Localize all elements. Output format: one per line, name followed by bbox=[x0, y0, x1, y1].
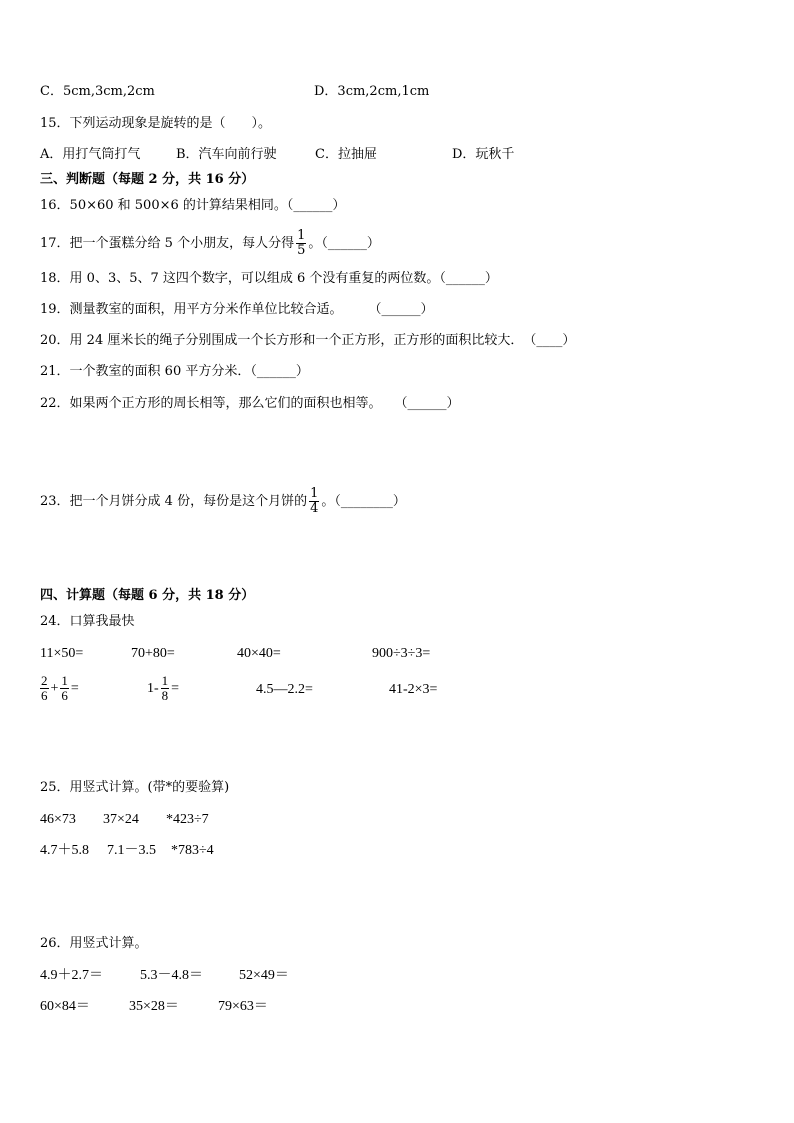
q25-expr-1: 46×73 bbox=[40, 812, 76, 827]
q26-expr-4: 60×84＝ bbox=[40, 999, 90, 1014]
fraction-numerator: 1 bbox=[61, 673, 68, 689]
q17 bbox=[40, 226, 380, 262]
q15-option-d: D．玩秋千 bbox=[452, 147, 515, 162]
plus-sign: + bbox=[50, 681, 59, 696]
minuend: 1- bbox=[147, 681, 159, 696]
q24-expr-2: 70+80= bbox=[131, 646, 175, 661]
fraction-denominator: 8 bbox=[161, 688, 169, 704]
section-4-heading: 四、计算题（每题 6 分，共 18 分） bbox=[40, 588, 255, 603]
q26-expr-3: 52×49＝ bbox=[239, 968, 289, 983]
q23-numerator: 1 bbox=[310, 486, 319, 501]
q24-expr-1: 11×50= bbox=[40, 646, 84, 661]
q15-stem: 15．下列运动现象是旋转的是（ ）。 bbox=[40, 116, 272, 131]
section-3-heading: 三、判断题（每题 2 分，共 16 分） bbox=[40, 172, 255, 187]
q14-option-d: D．3cm,2cm,1cm bbox=[314, 84, 430, 99]
q23-blank: 。（________） bbox=[321, 494, 406, 509]
q26-expr-1: 4.9＋2.7＝ bbox=[40, 968, 103, 983]
q26-expr-5: 35×28＝ bbox=[129, 999, 179, 1014]
q24-title: 24．口算我最快 bbox=[40, 614, 135, 629]
q17-blank: 。（______） bbox=[308, 236, 380, 251]
fraction-denominator: 6 bbox=[61, 688, 68, 704]
q26-expr-2: 5.3－4.8＝ bbox=[140, 968, 203, 983]
q18: 18．用 0、3、5、7 这四个数字，可以组成 6 个没有重复的两位数。（______） bbox=[40, 271, 498, 286]
q16: 16．50×60 和 500×6 的计算结果相同。（______） bbox=[40, 198, 346, 213]
q20: 20．用 24 厘米长的绳子分别围成一个长方形和一个正方形，正方形的面积比较大． （____） bbox=[40, 333, 576, 348]
fraction-denominator: 6 bbox=[41, 688, 48, 704]
q25-expr-4: 4.7＋5.8 bbox=[40, 843, 89, 858]
q23-text: 23．把一个月饼分成 4 份，每份是这个月饼的 bbox=[40, 494, 308, 509]
q25-title: 25．用竖式计算。(带*的要验算) bbox=[40, 780, 230, 795]
q25-expr-5: 7.1－3.5 bbox=[107, 843, 156, 858]
q14-option-c: C．5cm,3cm,2cm bbox=[40, 84, 155, 99]
q23-fraction bbox=[309, 487, 319, 516]
q24-expr-8: 41-2×3= bbox=[389, 682, 438, 697]
q24-expr-6 bbox=[147, 671, 179, 707]
q15-option-b: B．汽车向前行驶 bbox=[176, 147, 277, 162]
q17-numerator: 1 bbox=[297, 228, 306, 243]
equals-sign: = bbox=[171, 681, 180, 696]
fraction-numerator: 2 bbox=[41, 673, 48, 689]
equals-sign: = bbox=[70, 681, 79, 696]
fraction-numerator: 1 bbox=[161, 673, 169, 689]
q15-option-a: A．用打气筒打气 bbox=[40, 147, 141, 162]
q23 bbox=[40, 484, 406, 520]
q24-expr-4: 900÷3÷3= bbox=[372, 646, 431, 661]
q25-expr-3: *423÷7 bbox=[166, 812, 209, 827]
q17-fraction bbox=[296, 229, 306, 258]
q22: 22．如果两个正方形的周长相等，那么它们的面积也相等。 （______） bbox=[40, 396, 460, 411]
q26-title: 26．用竖式计算。 bbox=[40, 936, 148, 951]
q25-expr-6: *783÷4 bbox=[171, 843, 214, 858]
q26-expr-6: 79×63＝ bbox=[218, 999, 268, 1014]
q15-option-c: C．拉抽屉 bbox=[315, 147, 377, 162]
q24-fraction-a bbox=[40, 674, 49, 703]
q24-expr-3: 40×40= bbox=[237, 646, 281, 661]
q24-fraction-b bbox=[60, 674, 69, 703]
q21: 21．一个教室的面积 60 平方分米．（______） bbox=[40, 364, 309, 379]
q17-denominator: 5 bbox=[297, 243, 306, 258]
q17-text: 17．把一个蛋糕分给 5 个小朋友，每人分得 bbox=[40, 236, 295, 251]
q24-expr-5 bbox=[38, 671, 79, 707]
q25-expr-2: 37×24 bbox=[103, 812, 139, 827]
q24-expr-7: 4.5—2.2= bbox=[256, 682, 313, 697]
q23-denominator: 4 bbox=[310, 501, 319, 516]
q19: 19．测量教室的面积，用平方分米作单位比较合适。 （______） bbox=[40, 302, 434, 317]
q24-fraction-c bbox=[161, 674, 170, 703]
